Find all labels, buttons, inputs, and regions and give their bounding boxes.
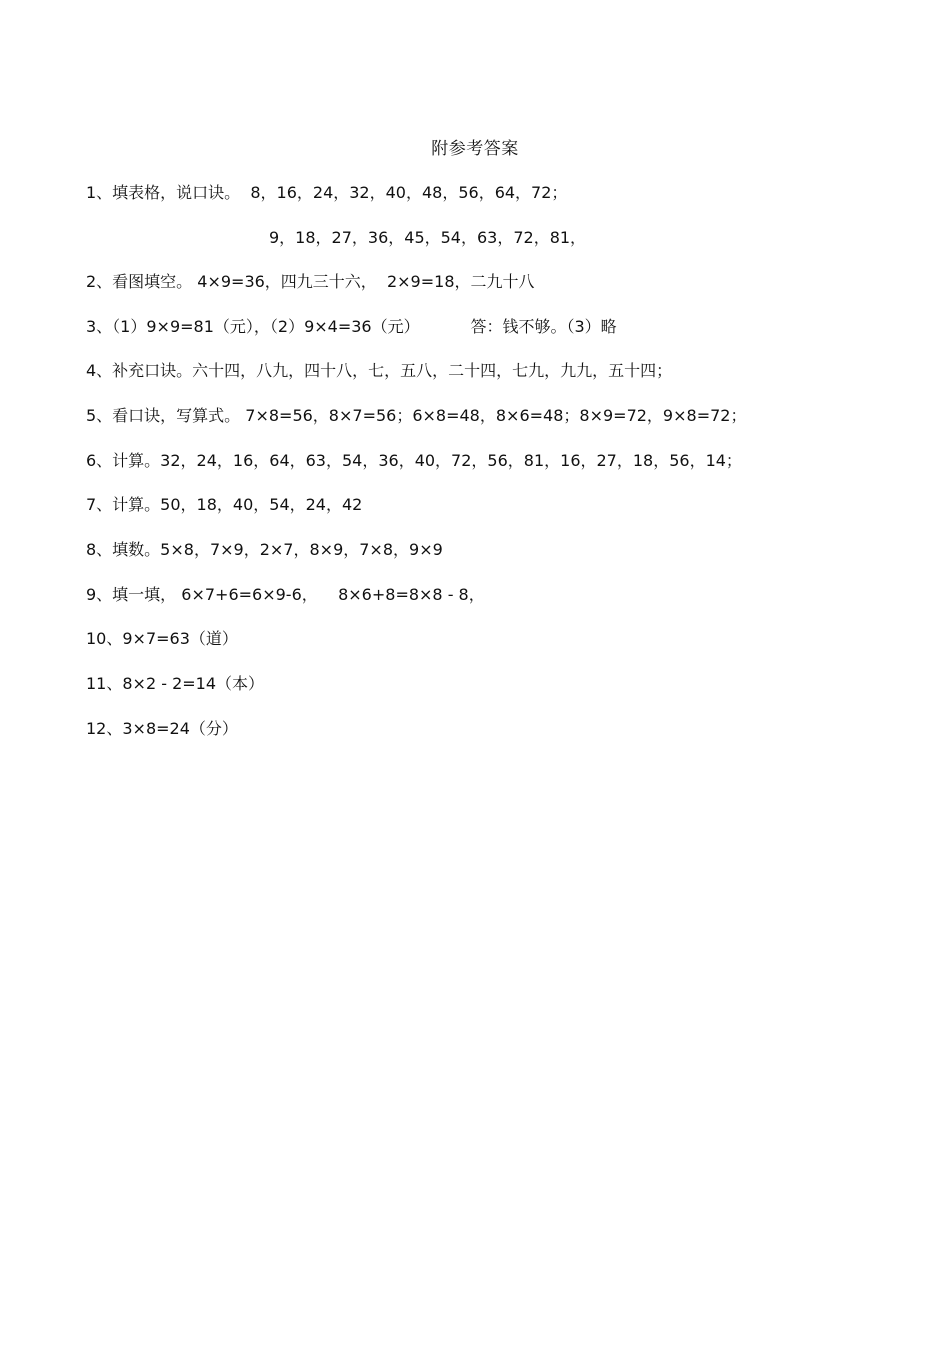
answer-line-11: 11、8×2 - 2=14（本） (86, 674, 265, 693)
answer-line-12: 12、3×8=24（分） (86, 719, 238, 738)
answer-line-6: 6、计算。32，24，16，64，63，54，36，40，72，56，81，16，27，18，56，14； (86, 451, 742, 470)
answer-line-1: 1、填表格，说口诀。 8，16，24，32，40，48，56，64，72； (86, 183, 568, 202)
answer-line-5: 5、看口诀，写算式。 7×8=56，8×7=56；6×8=48，8×6=48；8×9=72，9×8=72； (86, 406, 747, 425)
answer-line-8: 8、填数。5×8，7×9，2×7，8×9，7×8，9×9 (86, 540, 443, 559)
answer-line-10: 10、9×7=63（道） (86, 629, 238, 648)
answer-line-7: 7、计算。50，18，40，54，24，42 (86, 495, 363, 514)
answer-line-4: 4、补充口诀。六十四，八九，四十八，七，五八，二十四，七九，九九，五十四； (86, 361, 673, 380)
page-title: 附参考答案 (431, 139, 519, 159)
answer-line-3: 3、（1）9×9=81（元），（2）9×4=36（元） 答：钱不够。（3）略 (86, 317, 617, 336)
answer-line-9: 9、填一填， 6×7+6=6×9-6， 8×6+8=8×8 - 8， (86, 585, 485, 604)
answer-line-1-continued: 9，18，27，36，45，54，63，72，81， (269, 228, 587, 247)
answer-line-2: 2、看图填空。 4×9=36，四九三十六， 2×9=18，二九十八 (86, 272, 535, 291)
